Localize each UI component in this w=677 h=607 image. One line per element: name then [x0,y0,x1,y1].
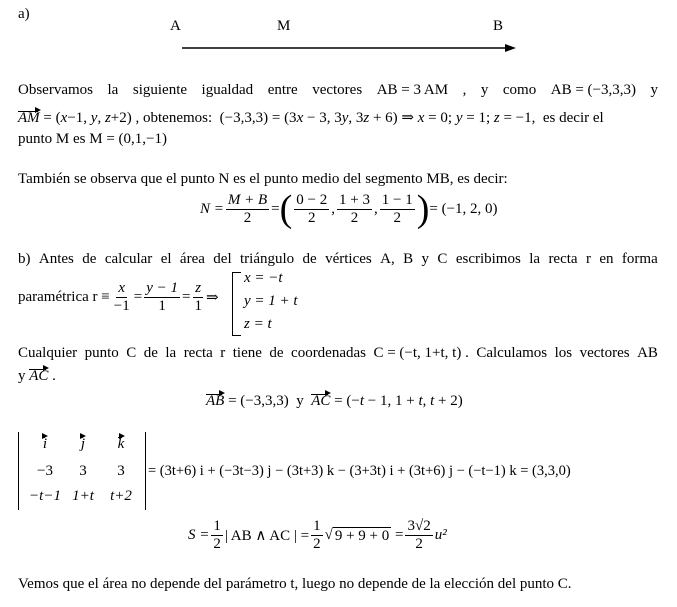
word: AB = (−3,3,3) [550,82,636,98]
word: vectores [312,82,363,98]
word: de [143,345,158,361]
det-k: k [117,436,125,452]
determinant [18,432,146,510]
word: b) [18,251,31,267]
det-cell: 3 [79,463,87,479]
part-a-line1 [18,82,658,99]
word: del [213,251,232,267]
word: el [160,251,172,267]
system-eq-2: y = 1 + t [244,293,298,309]
word: Cualquier [18,345,78,361]
word: AB = 3 AM [376,82,449,98]
word: forma [621,251,658,267]
word: punto [84,345,119,361]
word: la [165,345,177,361]
word: recta [548,251,578,267]
word: entre [267,82,298,98]
word: Calculamos [476,345,548,361]
system-brace [232,272,241,336]
vector-am: AM [18,110,40,126]
part-a-line4: También se observa que el punto N es el punto medio del segmento MB, es decir: [18,171,508,187]
part-a-line3: punto M es M = (0,1,−1) [18,131,167,147]
word: recta [183,345,213,361]
word: y [421,251,430,267]
word: y [480,82,489,98]
word: área [179,251,205,267]
word: C [126,345,137,361]
system-eq-1: x = −t [244,270,283,286]
word: C = (−t, 1+t, t) . [373,345,469,361]
word: C [437,251,448,267]
word: A, [380,251,395,267]
word: calcular [104,251,153,267]
area-formula: S = $\frac{1}{2}$ | AB ∧ AC | = $\frac{1}{2}$ √ 9 + 9 + 0 = $\frac{3√2}{2}$ u² [188,518,447,552]
word: triángulo [240,251,295,267]
word: Observamos [18,82,93,98]
word: de [82,251,97,267]
cross-product-result: = (3t+6) i + (−3t−3) j − (3t+3) k − (3+3t) i + (3t+6) j − (−t−1) k = (3,3,0) [148,463,571,479]
det-cell: t+2 [110,488,132,504]
word: B [403,251,414,267]
point-m-label: M [277,18,291,34]
word: r [220,345,226,361]
word: vectores [579,345,630,361]
word: AB [637,345,658,361]
vector-ac: AC [29,368,49,384]
conclusion: Vemos que el área no depende del parámetro t, luego no depende de la elección del punto C. [18,576,572,592]
part-b-line1 [18,251,658,268]
word: tiene [232,345,262,361]
word: coordenadas [291,345,366,361]
midpoint-formula: N = $\frac{M + B}{2}$ = ( $\frac{0 - 2}{2}$ , $\frac{1 + 3}{2}$ , $\frac{1 - 1}{2}$ ) = (−1, 2, 0) [200,188,498,230]
point-a-label: A [170,18,181,34]
det-cell: −3 [37,463,53,479]
word: igualdad [201,82,254,98]
part-a-label: a) [18,6,30,22]
point-b-label: B [493,18,504,34]
word: la [529,251,541,267]
word: la [107,82,119,98]
word: y [650,82,658,98]
word: en [599,251,614,267]
word: , [462,82,467,98]
vectors-line: AB = (−3,3,3) y AC = (−t − 1, 1 + t, t + 2) [206,393,463,409]
part-a-line2: AM = (x−1, y, z+2) , obtenemos: (−3,3,3) = (3x − 3, 3y, 3z + 6) ⇒ x = 0; y = 1; z = −1, es decir el [18,110,604,126]
det-cell: 1+t [72,488,94,504]
det-i: i [42,436,48,452]
word: escribimos [455,251,521,267]
word: siguiente [132,82,188,98]
word: como [502,82,537,98]
det-cell: 3 [117,463,125,479]
word: de [269,345,284,361]
parametric-equation: paramétrica r ≡ $\frac{x}{-1}$ = $\frac{y - 1}{1}$ = $\frac{z}{1}$ ⇒ [18,280,219,314]
det-j: j [80,436,86,452]
word: los [554,345,573,361]
word: r [585,251,591,267]
word: de [302,251,317,267]
segment-arrow [180,42,518,54]
word: Antes [38,251,74,267]
det-cell: −t−1 [29,488,61,504]
part-b-line-c [18,345,658,362]
word: vértices [325,251,372,267]
part-b-line-c2: y AC . [18,368,56,384]
system-eq-3: z = t [244,316,272,332]
